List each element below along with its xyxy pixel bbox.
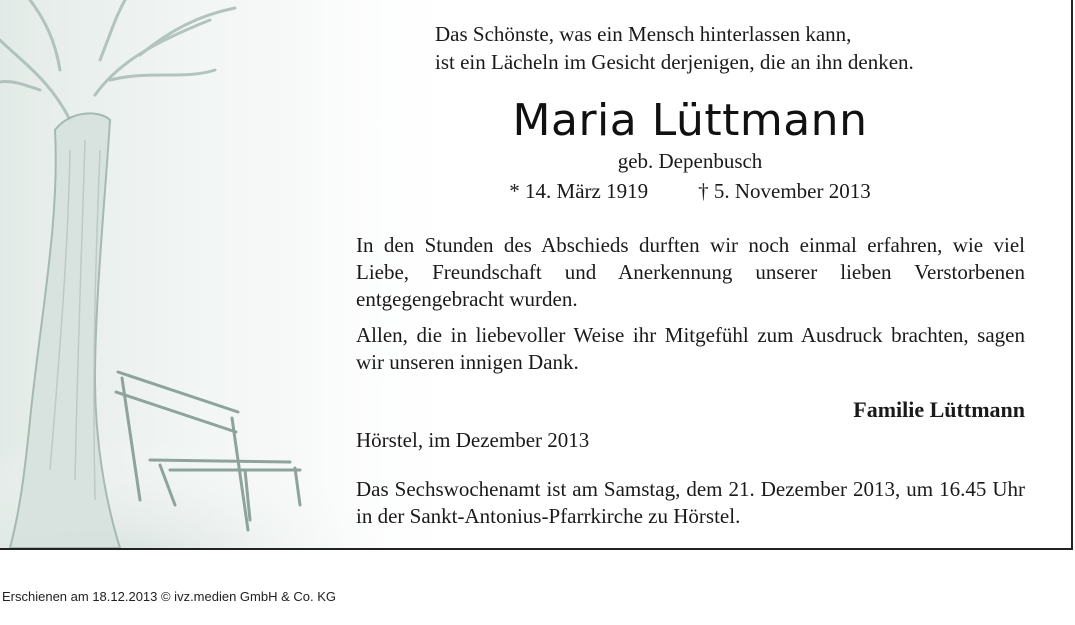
place-date: Hörstel, im Dezember 2013 xyxy=(356,428,590,452)
thanks-paragraph: In den Stunden des Abschieds durften wir noch einmal erfahren, wie viel Liebe, Freundschaft und Anerkennung unserer lieben Verstorbenen entgegengebracht wurden. xyxy=(356,233,1025,311)
gratitude-paragraph: Allen, die in liebevoller Weise ihr Mitgefühl zum Ausdruck brachten, sagen wir unseren innigen Dank. xyxy=(356,323,1025,374)
quote xyxy=(435,20,1055,76)
quote-line: Das Schönste, was ein Mensch hinterlassen kann, xyxy=(435,22,852,46)
family-signature: Familie Lüttmann xyxy=(853,397,1025,422)
mass-announcement: Das Sechswochenamt ist am Samstag, dem 21. Dezember 2013, um 16.45 Uhr in der Sankt-Antonius-Pfarrkirche zu Hörstel. xyxy=(356,477,1025,528)
birth-date: * 14. März 1919 xyxy=(509,179,649,203)
life-dates xyxy=(355,178,1025,204)
publication-footer: Erschienen am 18.12.2013 © ivz.medien GmbH & Co. KG xyxy=(2,589,337,604)
death-date: † 5. November 2013 xyxy=(698,179,871,203)
maiden-name: geb. Depenbusch xyxy=(617,149,763,173)
quote-line: ist ein Lächeln im Gesicht derjenigen, die an ihn denken. xyxy=(435,50,914,74)
deceased-name: Maria Lüttmann xyxy=(512,95,868,146)
